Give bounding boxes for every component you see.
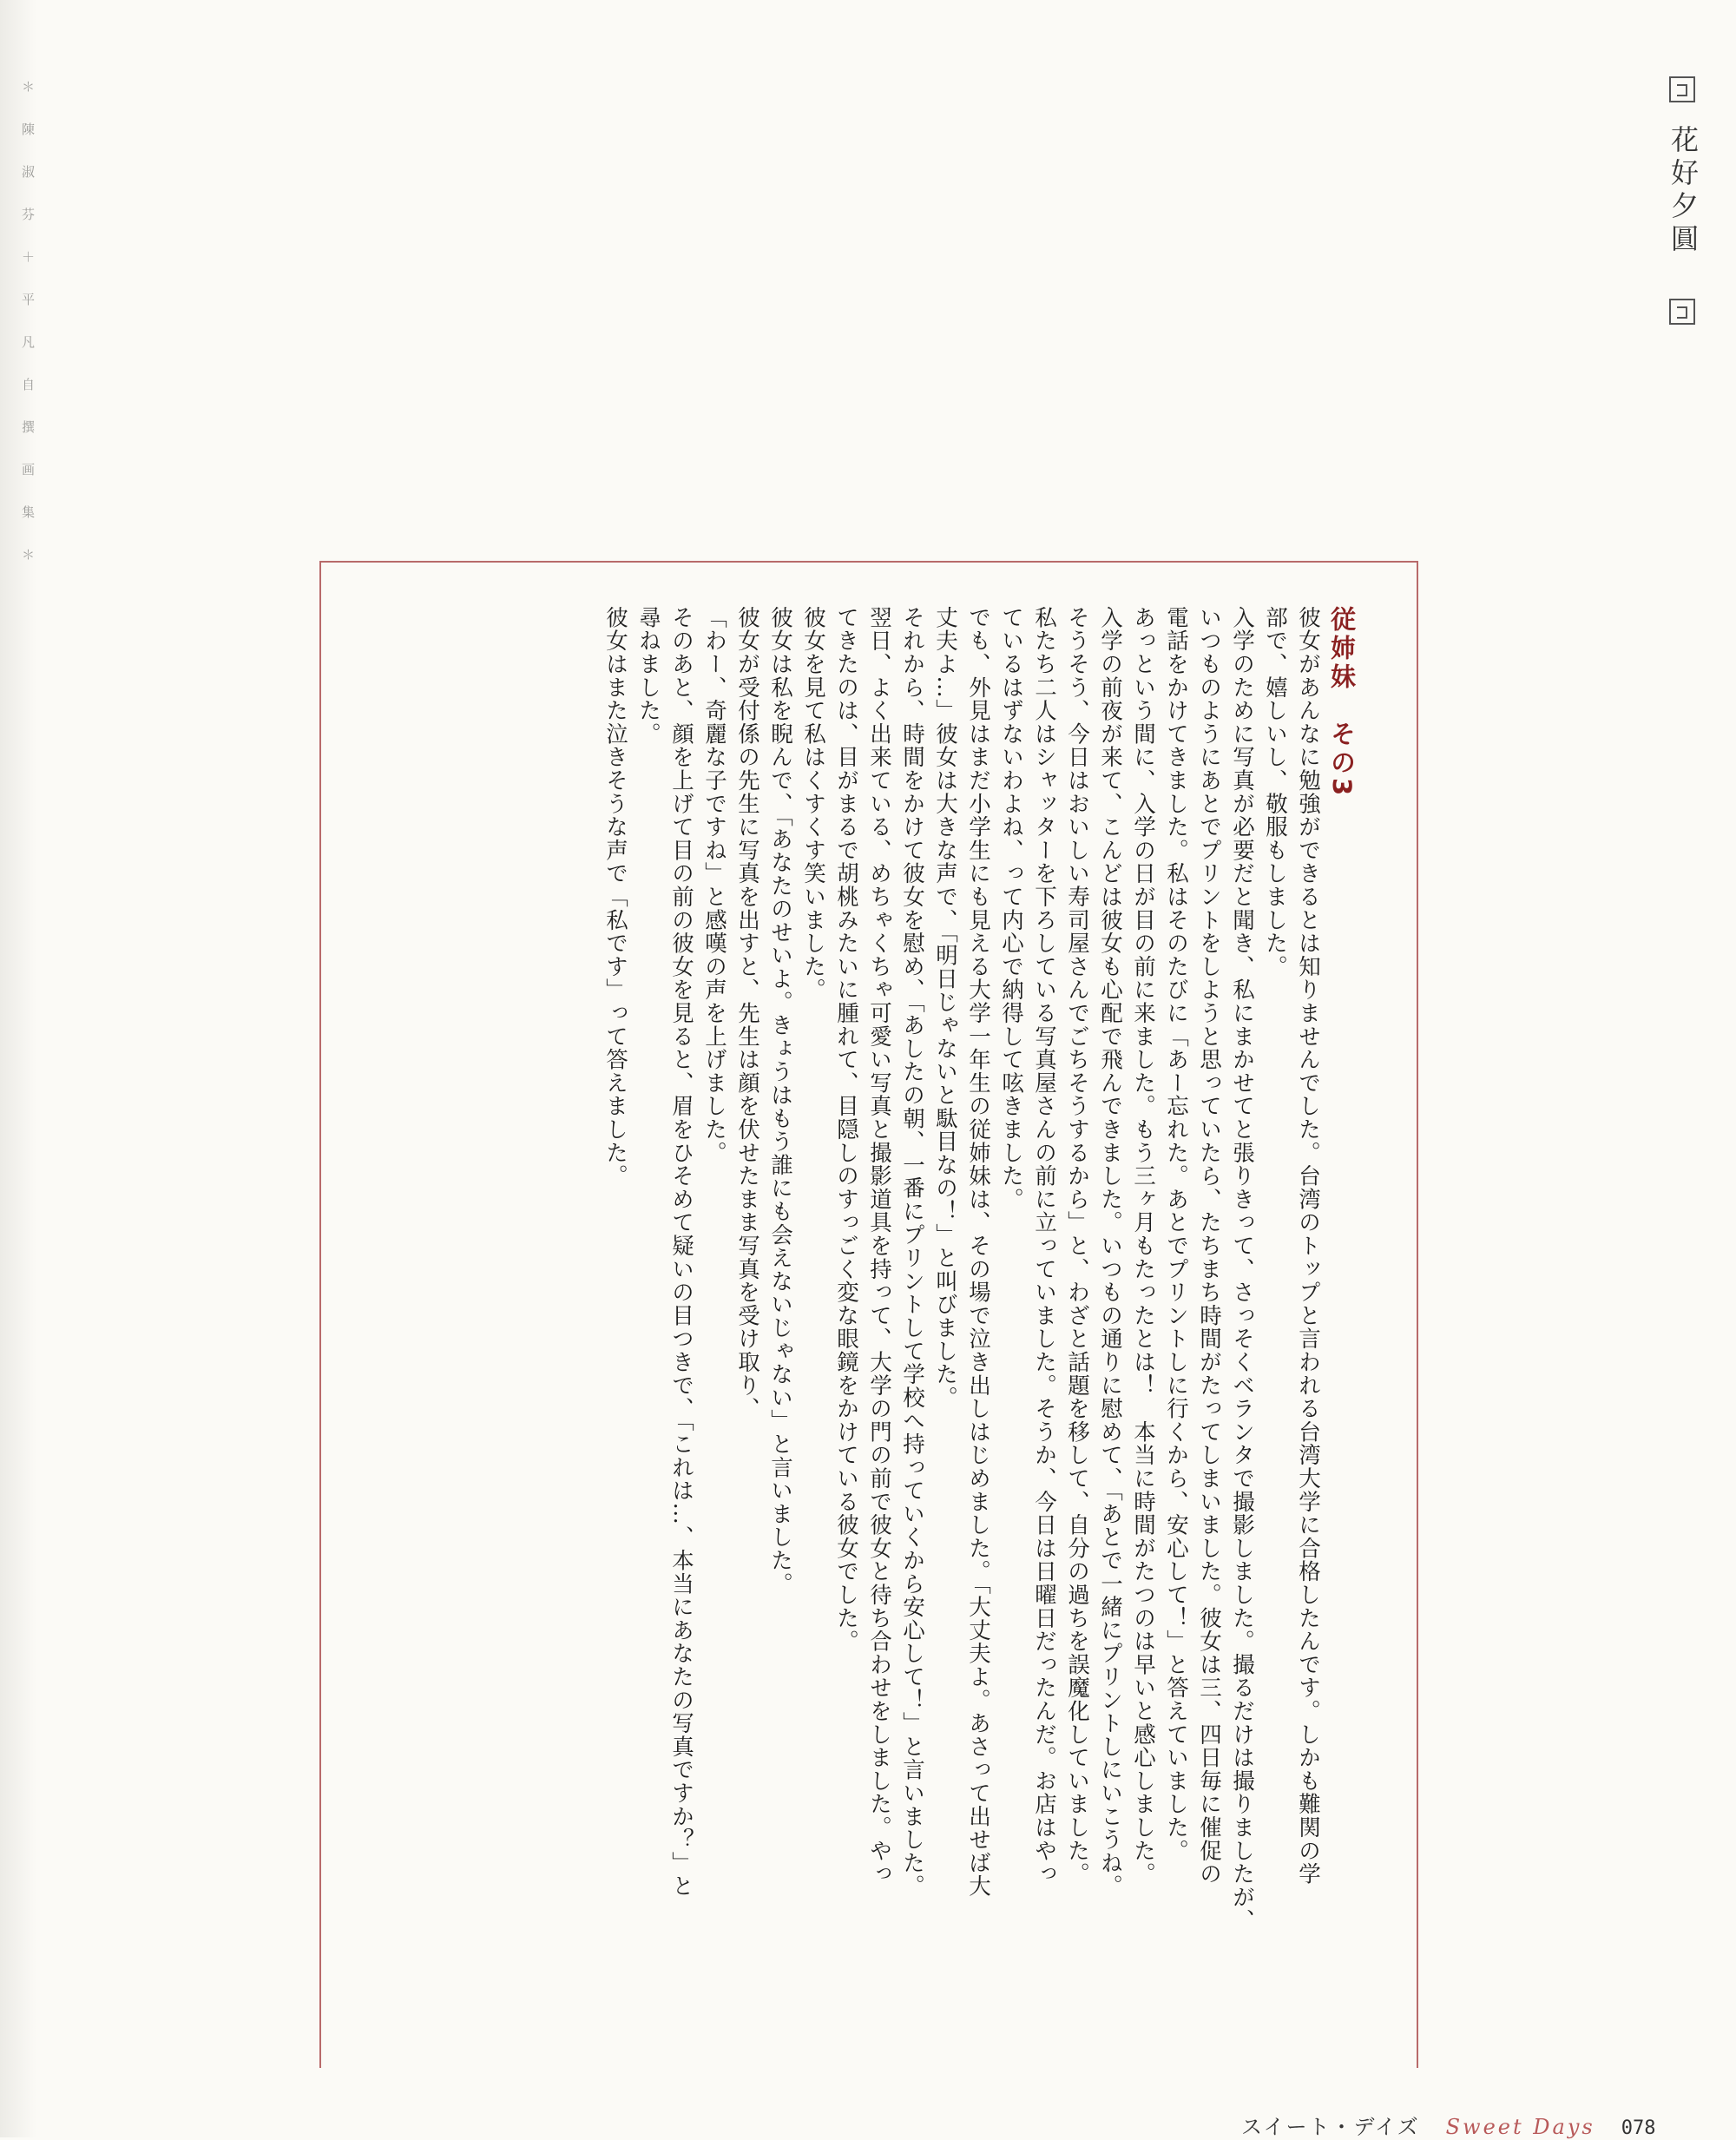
article-paragraph [896, 606, 1061, 2014]
article-line: 彼女はまた泣きそうな声で「私です」って答えました。 [602, 606, 628, 1188]
article-line: そうそう、今日はおいしい寿司屋さんでごちそうするから」と、わざと話題を移して、自分の過ちを誤魔化していました。 [1064, 606, 1090, 1886]
article-line: てきたのは、目がまるで胡桃みたいに腫れて、目隠しのすっごく変な眼鏡をかけている彼女でした。 [833, 606, 859, 1653]
article-line: 電話をかけてきました。私はそのたびに「あー忘れた。あとでプリントしに行くから、安心して！」と答えていました。 [1163, 606, 1189, 1863]
article-line: 入学のために写真が必要だと聞き、私にまかせてと張りきって、さっそくベランタで撮影しました。撮るだけは撮りましたが、 [1229, 606, 1255, 1933]
article-paragraph [632, 606, 896, 2014]
side-credit: ＊陳淑芬＋平凡自撰画集＊ [20, 80, 36, 590]
article-line: 私たち二人はシャッターを下ろしている写真屋さんの前に立っていました。そうか、今日は日曜日だったんだ。お店はやっ [1031, 606, 1057, 1886]
article-line: ているはずないわよね、って内心で納得して呟きました。 [998, 606, 1024, 1211]
article-line: でも、外見はまだ小学生にも見える大学一年生の従姉妹は、その場で泣き出しはじめました。「大丈夫よ。あさって出せば大 [965, 606, 991, 1899]
spiral-ornament-icon [1669, 299, 1695, 325]
page-footer [1241, 2110, 1656, 2139]
article-line: それから、時間をかけて彼女を慰め、「あしたの朝、一番にプリントして学校へ持っていくから安心して！」と言いました。 [899, 606, 925, 1899]
article-paragraph [1160, 606, 1259, 2014]
article-line: そのあと、顔を上げて目の前の彼女を見ると、眉をひそめて疑いの目つきで、「これは…、本当にあなたの写真ですか？」と [668, 606, 694, 1899]
article-line: 彼女が受付係の先生に写真を出すと、先生は顔を伏せたまま写真を受け取り、 [734, 606, 760, 1420]
footer-section-jp: スイート・デイズ [1241, 2115, 1420, 2139]
article-line: 入学の前夜が来て、こんどは彼女も心配で飛んできました。いつもの通りに慰めて、「あとで一緒にプリントしにいこうね。 [1097, 606, 1123, 1899]
brand-name: 花好夕圓 [1667, 125, 1700, 257]
footer-section-en: Sweet Days [1445, 2115, 1595, 2139]
article-paragraph [599, 606, 632, 2014]
article-body [599, 606, 1359, 2047]
article-line: 尋ねました。 [635, 606, 661, 746]
article-line: 彼女があんなに勉強ができるとは知りませんでした。台湾のトップと言われる台湾大学に合格したんです。しかも難関の学 [1295, 606, 1321, 1886]
page-number: 078 [1621, 2117, 1656, 2139]
brand-logo [1664, 76, 1707, 328]
article-line: 彼女を見て私はくすくす笑いました。 [800, 606, 826, 1002]
article-paragraph [1061, 606, 1160, 2014]
article-line: 部で、嬉しいし、敬服もしました。 [1262, 606, 1288, 978]
article-line: 「わー、奇麗な子ですね」と感嘆の声を上げました。 [701, 606, 727, 1165]
article-line: 翌日、よく出来ている、めちゃくちゃ可愛い写真と撮影道具を持って、大学の門の前で彼女と待ち合わせをしました。やっ [866, 606, 892, 1886]
article-title: 従姉妹 その3 [1327, 606, 1357, 800]
spiral-ornament-icon [1669, 76, 1695, 102]
article-frame [319, 561, 1418, 2068]
article-paragraph [1259, 606, 1325, 2014]
article-line: 彼女は私を睨んで、「あなたのせいよ。きょうはもう誰にも会えないじゃない」と言いました。 [767, 606, 793, 1596]
article-line: あっという間に、入学の日が目の前に来ました。もう三ヶ月もたったとは！ 本当に時間がたつのは早いと感心しました。 [1130, 606, 1156, 1886]
article-line: いつものようにあとでプリントをしようと思っていたら、たちまち時間がたってしまいました。彼女は三、四日毎に催促の [1196, 606, 1222, 1886]
article-line: 丈夫よ…」彼女は大きな声で、「明日じゃないと駄目なの！」と叫びました。 [932, 606, 958, 1410]
